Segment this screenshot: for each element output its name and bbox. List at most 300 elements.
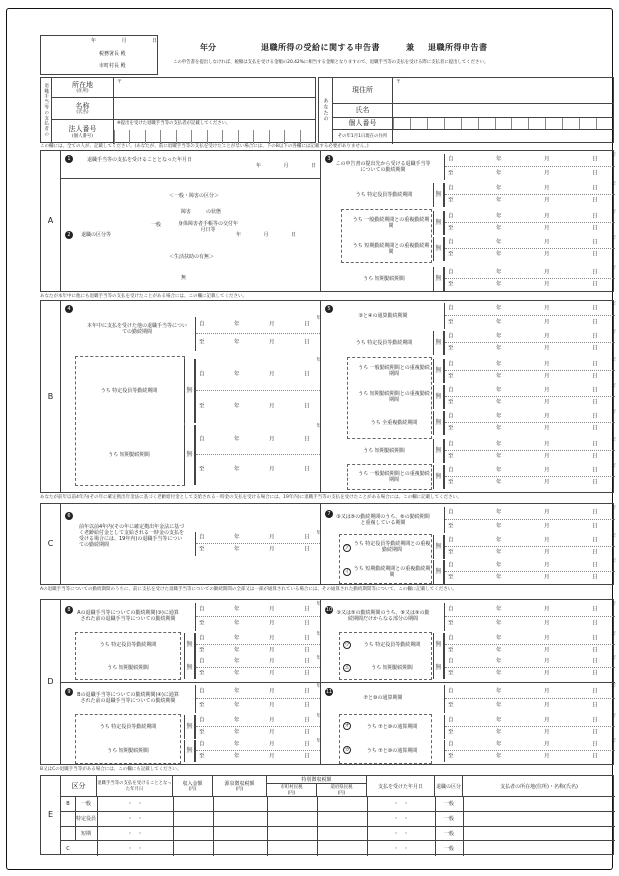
period-years-label: 年: [611, 559, 616, 564]
period-from-label: 自: [199, 321, 205, 328]
q5-dup1-nasi[interactable]: 無: [433, 359, 444, 383]
form-page: [6, 8, 616, 870]
q2-shogai[interactable]: 障害: [181, 209, 192, 215]
q3-short-period[interactable]: [444, 267, 615, 291]
payer-name-label: 名称: [75, 101, 90, 110]
header-notice: この申告書を提出しなければ、税額は支払を受ける金額の20.42%に相当する金額となりますので、退職手当等の支払を受ける際に支払者に提出してください。: [173, 60, 489, 65]
period-to-label: 至: [448, 549, 454, 556]
period-to-label: 至: [448, 281, 454, 288]
person-name-input[interactable]: [393, 104, 613, 118]
period-unit: 月: [269, 339, 275, 346]
period-from-label: 自: [199, 658, 205, 665]
period-years-label: 年: [611, 330, 616, 335]
period-unit: 日: [592, 670, 598, 677]
q4-tokutei-period[interactable]: [195, 359, 320, 423]
period-unit: 日: [592, 741, 598, 748]
period-from-label: 自: [199, 741, 205, 748]
period-from-label: 自: [448, 688, 454, 695]
period-years-label: 年: [316, 714, 321, 719]
q7a-period[interactable]: [444, 535, 615, 559]
title-sep: 兼: [406, 43, 414, 52]
period-unit: 日: [592, 399, 598, 406]
q7-label: ③又は⑤の勤続期間のうち、⑥の勤続期間と重複している期間: [336, 514, 430, 526]
q5-period[interactable]: [444, 303, 615, 329]
period-unit: 年: [496, 441, 502, 448]
period-years-label: 年: [611, 506, 616, 511]
q5-short-nasi[interactable]: 無: [433, 439, 444, 463]
q4-period[interactable]: [195, 317, 320, 351]
period-unit: 月: [544, 333, 550, 340]
q10b-num: エ: [344, 665, 350, 671]
period-to-label: 至: [448, 197, 454, 204]
e-row-paid[interactable]: ・ ・: [393, 801, 409, 808]
period-to-label: 至: [199, 729, 205, 736]
period-unit: 年: [234, 729, 240, 736]
e-row-paid[interactable]: ・ ・: [393, 830, 409, 837]
period-unit: 月: [544, 658, 550, 665]
period-unit: 日: [304, 729, 310, 736]
q10a-period[interactable]: [444, 633, 615, 657]
period-unit: 年: [496, 213, 502, 220]
period-from-label: 自: [448, 305, 454, 312]
q5-dup1: うち 一般勤続期間との重複勤続期間: [358, 365, 430, 377]
q9-short-nasi[interactable]: 無: [184, 740, 195, 762]
period-from-label: 自: [448, 413, 454, 420]
period-unit: 年: [234, 466, 240, 473]
period-unit: 月: [544, 523, 550, 530]
payer-corpno-cells[interactable]: [114, 130, 315, 144]
period-unit: 日: [592, 197, 598, 204]
period-unit: 年: [496, 467, 502, 474]
period-unit: 日: [304, 546, 310, 553]
city-office: 市町村長 殿: [99, 63, 126, 69]
person-myno-cells[interactable]: [393, 118, 613, 130]
period-years-label: 年: [611, 302, 616, 307]
period-from-label: 自: [448, 537, 454, 544]
q3-tokutei-period[interactable]: [444, 183, 615, 207]
period-from-label: 自: [448, 185, 454, 192]
payer-side-label: 退職手当等の支払者の: [41, 78, 52, 142]
e-row-date[interactable]: ・ ・: [127, 801, 143, 808]
period-years-label: 年: [611, 266, 616, 271]
period-unit: 日: [592, 549, 598, 556]
q3-short-nasi[interactable]: 無: [433, 267, 444, 291]
payer-address-input[interactable]: [114, 78, 315, 98]
q10a-nasi[interactable]: 無: [433, 633, 444, 657]
period-unit: 月: [544, 213, 550, 220]
e-row-group: B: [66, 801, 70, 808]
q11a-label: うち ⑦と⑩の通算期間: [366, 724, 418, 730]
period-years-label: 年: [611, 534, 616, 539]
q1-label: 退職手当等の支払を受けることとなった年月日: [87, 157, 193, 163]
q5-num: 5: [325, 305, 333, 313]
period-unit: 月: [269, 546, 275, 553]
period-unit: 月: [544, 741, 550, 748]
period-unit: 日: [592, 523, 598, 530]
q10a-label: うち 特定役員等勤続期間: [363, 642, 421, 648]
secC-label: C: [41, 504, 61, 584]
q9-period[interactable]: [195, 685, 320, 713]
period-unit: 日: [592, 387, 598, 394]
q2-seikatsu: ＜生活扶助の有無＞: [169, 254, 215, 260]
period-unit: 年: [234, 436, 240, 443]
period-unit: 年: [234, 546, 240, 553]
person-address-input[interactable]: [393, 78, 613, 104]
period-to-label: 至: [199, 702, 205, 709]
period-from-label: 自: [199, 606, 205, 613]
q2-label: 退職の区分等: [81, 232, 112, 238]
period-unit: 年: [496, 333, 502, 340]
period-unit: 月: [544, 319, 550, 326]
q7b-nasi[interactable]: 無: [433, 560, 444, 584]
period-to-label: 至: [448, 399, 454, 406]
period-unit: 月: [269, 635, 275, 642]
period-unit: 年: [496, 509, 502, 516]
q6-period[interactable]: [195, 532, 320, 556]
period-unit: 年: [496, 670, 502, 677]
period-unit: 日: [592, 333, 598, 340]
period-unit: 年: [496, 185, 502, 192]
period-years-label: 年: [316, 632, 321, 637]
q9-label: Bの退職手当等についての勤続期間(④)に通算された前の退職手当等についての勤続期間: [77, 692, 179, 704]
period-unit: 日: [592, 635, 598, 642]
period-to-label: 至: [448, 225, 454, 232]
period-years-label: 年: [611, 714, 616, 719]
period-from-label: 自: [448, 441, 454, 448]
q4-tokutei-nasi[interactable]: 無: [184, 359, 195, 423]
payer-name-input[interactable]: [114, 98, 315, 120]
q11-period[interactable]: [444, 685, 615, 713]
e-col-line: [463, 797, 464, 812]
secB-note: あなたが本年中に他にも退職手当等の支払を受けたことがある場合には、この欄に記載してください。: [40, 294, 247, 299]
e-row-date[interactable]: ・ ・: [127, 830, 143, 837]
e-h-paid: 支払を受けた年月日: [367, 776, 435, 797]
date-to-box: [40, 35, 158, 75]
period-unit: 月: [544, 185, 550, 192]
q9-tokutei-period[interactable]: [195, 715, 320, 739]
q5-all-nasi[interactable]: 無: [433, 411, 444, 435]
form-title-2: 退職所得申告書: [428, 43, 488, 52]
period-unit: 年: [496, 361, 502, 368]
period-from-label: 自: [448, 213, 454, 220]
period-unit: 日: [592, 479, 598, 486]
period-from-label: 自: [199, 717, 205, 724]
period-unit: 日: [592, 251, 598, 258]
q2-general[interactable]: 一般: [151, 222, 162, 228]
period-unit: 月: [269, 658, 275, 665]
e-col-line: [267, 841, 268, 856]
e-row-paid[interactable]: ・ ・: [393, 816, 409, 823]
period-unit: 日: [592, 688, 598, 695]
period-unit: 年: [234, 371, 240, 378]
e-h-ken: 道府県民税: [330, 785, 353, 791]
e-h-gensen: 源泉徴収税額: [224, 780, 255, 787]
period-years-label: 年: [611, 410, 616, 415]
period-years-label: 年: [316, 424, 321, 429]
period-from-label: 自: [199, 371, 205, 378]
period-to-label: 至: [448, 702, 454, 709]
period-to-label: 至: [199, 753, 205, 760]
q8-short-period[interactable]: [195, 657, 320, 679]
q2-date[interactable]: 年 月 日: [236, 232, 296, 238]
period-unit: 年: [496, 479, 502, 486]
q1-date[interactable]: 年 月 日: [256, 163, 316, 169]
period-unit: 月: [544, 717, 550, 724]
section-b: [40, 300, 614, 493]
q7b-period[interactable]: [444, 560, 615, 584]
period-unit: 月: [269, 321, 275, 328]
period-unit: 年: [496, 647, 502, 654]
period-unit: 年: [496, 606, 502, 613]
e-col-line: [213, 827, 214, 842]
period-years-label: 年: [611, 656, 616, 661]
period-years-label: 年: [611, 684, 616, 689]
q5-dup2: うち 短期勤続期間との重複勤続期間: [358, 391, 430, 403]
period-unit: 月: [544, 537, 550, 544]
period-unit: 日: [592, 305, 598, 312]
period-unit: 日: [304, 670, 310, 677]
q11-num: 11: [325, 689, 333, 695]
e-col-line: [173, 812, 174, 827]
q11-label: ⑦と⑩の通算期間: [363, 695, 403, 701]
period-unit: 日: [304, 436, 310, 443]
e-row-kubun: 短期: [80, 830, 91, 837]
q1-row: [61, 151, 320, 179]
period-years-label: 年: [611, 384, 616, 389]
period-from-label: 自: [199, 635, 205, 642]
q8-period[interactable]: [195, 603, 320, 631]
q11a-num: オ: [344, 723, 350, 729]
q5-tokutei-nasi[interactable]: 無: [433, 331, 444, 355]
period-unit: 日: [592, 239, 598, 246]
period-unit: 日: [304, 339, 310, 346]
q4-short-nasi[interactable]: 無: [184, 425, 195, 485]
e-group-line: [75, 797, 76, 841]
period-unit: 日: [304, 702, 310, 709]
period-to-label: 至: [199, 670, 205, 677]
e-col-line: [213, 841, 214, 856]
e-row-retire[interactable]: 一般: [443, 845, 454, 852]
period-years-label: 年: [611, 182, 616, 187]
period-unit: 日: [592, 753, 598, 760]
section-d: [40, 599, 614, 765]
q9-tokutei: うち 特定役員等勤続期間: [99, 724, 157, 730]
period-unit: 月: [544, 729, 550, 736]
e-row-group: [61, 827, 75, 842]
q9-short-period[interactable]: [195, 740, 320, 762]
q7-period[interactable]: [444, 507, 615, 533]
period-unit: 月: [544, 269, 550, 276]
period-unit: 日: [592, 441, 598, 448]
period-to-label: 至: [448, 373, 454, 380]
period-to-label: 至: [199, 403, 205, 410]
q11b-period[interactable]: [444, 740, 615, 762]
q3-dup1-period[interactable]: [444, 211, 615, 235]
q5-dup2-period[interactable]: [444, 385, 615, 409]
period-unit: 日: [304, 688, 310, 695]
period-unit: 年: [496, 319, 502, 326]
secD-label: D: [41, 600, 61, 764]
period-unit: 月: [269, 647, 275, 654]
secA-note: この欄には、全ての人が、記載してください。(あなたが、前に退職手当等の支払を受けたことがない場合には、下のB以下の各欄には記載する必要がありません。): [40, 144, 369, 149]
period-to-label: 至: [448, 319, 454, 326]
period-unit: 年: [234, 741, 240, 748]
period-unit: 月: [544, 562, 550, 569]
q9-num: 9: [65, 688, 73, 696]
q6-label: 前年以前4年内(その年に確定拠出年金法に基づく老齢給付金として支給される一時金の支払を受ける場合には、19年内)の退職手当等についての勤続期間: [79, 524, 185, 548]
period-to-label: 至: [448, 345, 454, 352]
period-unit: 月: [269, 606, 275, 613]
e-h-shi-unit: (円): [287, 790, 296, 796]
period-unit: 日: [592, 453, 598, 460]
period-unit: 年: [496, 717, 502, 724]
period-unit: 日: [592, 509, 598, 516]
q5-short-period[interactable]: [444, 439, 615, 463]
q5-tokutei-period[interactable]: [444, 331, 615, 355]
period-unit: 年: [496, 387, 502, 394]
period-unit: 日: [304, 753, 310, 760]
q3-dup2: うち 短期勤続期間との重複勤続期間: [352, 243, 430, 255]
period-from-label: 自: [448, 467, 454, 474]
e-col-line: [173, 827, 174, 842]
e-row-retire[interactable]: 一般: [443, 816, 454, 823]
period-unit: 年: [496, 413, 502, 420]
period-unit: 月: [544, 635, 550, 642]
period-from-label: 自: [448, 635, 454, 642]
period-unit: 月: [544, 647, 550, 654]
period-unit: 年: [496, 225, 502, 232]
period-unit: 月: [269, 729, 275, 736]
e-row-kubun: 一般: [80, 801, 91, 808]
e-row-date[interactable]: ・ ・: [127, 816, 143, 823]
payer-name-sub: (氏名): [76, 110, 89, 116]
q5-dup3-nasi[interactable]: 無: [433, 465, 444, 489]
q3-dup2-period[interactable]: [444, 237, 615, 261]
period-unit: 年: [496, 345, 502, 352]
period-to-label: 至: [448, 670, 454, 677]
q3-dup2-nasi[interactable]: 無: [433, 237, 444, 261]
period-unit: 年: [234, 339, 240, 346]
e-row-retire[interactable]: 一般: [443, 801, 454, 808]
period-from-label: 自: [448, 269, 454, 276]
q2-none[interactable]: 無: [181, 275, 187, 281]
period-unit: 月: [544, 753, 550, 760]
payer-address-label: 所在地: [72, 80, 93, 89]
period-unit: 年: [496, 635, 502, 642]
q9-tokutei-nasi[interactable]: 無: [184, 715, 195, 739]
tax-office: 税務署長 殿: [99, 51, 126, 57]
period-unit: 月: [544, 373, 550, 380]
q8-label: Aの退職手当等についての勤続期間(③)に通算された前の退職手当等についての勤続期間: [77, 610, 179, 622]
q5-dup1-period[interactable]: [444, 359, 615, 383]
q10b-period[interactable]: [444, 657, 615, 679]
e-row-kubun: [75, 841, 97, 856]
q3-dup1-nasi[interactable]: 無: [433, 211, 444, 235]
e-row-paid[interactable]: ・ ・: [393, 845, 409, 852]
period-years-label: 年: [316, 739, 321, 744]
period-from-label: 自: [199, 436, 205, 443]
period-unit: 年: [496, 305, 502, 312]
e-row-date[interactable]: ・ ・: [127, 845, 143, 852]
q5-dup2-nasi[interactable]: 無: [433, 385, 444, 409]
q8-tokutei-nasi[interactable]: 無: [184, 633, 195, 657]
q3-period[interactable]: [444, 154, 615, 180]
period-to-label: 至: [448, 425, 454, 432]
period-unit: 月: [544, 387, 550, 394]
period-unit: 月: [544, 251, 550, 258]
period-unit: 月: [544, 305, 550, 312]
period-unit: 日: [304, 647, 310, 654]
period-unit: 月: [269, 670, 275, 677]
period-unit: 月: [544, 702, 550, 709]
secE-label: E: [41, 776, 61, 854]
period-unit: 日: [592, 345, 598, 352]
q8-short-nasi[interactable]: 無: [184, 657, 195, 679]
period-unit: 日: [592, 225, 598, 232]
period-unit: 日: [592, 361, 598, 368]
q8-tokutei-period[interactable]: [195, 633, 320, 657]
period-unit: 日: [592, 606, 598, 613]
q2-techo: 身体障害者手帳等の交付年月日等: [177, 221, 238, 233]
q5-dup3-period[interactable]: [444, 465, 615, 489]
secA-label: A: [41, 151, 61, 291]
person-name-label: 氏名: [333, 104, 393, 118]
e-col-line: [317, 841, 318, 856]
period-unit: 年: [496, 688, 502, 695]
period-unit: 日: [592, 213, 598, 220]
period-unit: 日: [592, 658, 598, 665]
period-unit: 年: [496, 281, 502, 288]
q5-label: ③と④の通算勤続期間: [358, 313, 408, 319]
period-unit: 日: [592, 574, 598, 581]
period-unit: 年: [496, 197, 502, 204]
period-to-label: 至: [448, 620, 454, 627]
period-unit: 月: [544, 239, 550, 246]
e-row-retire[interactable]: 一般: [443, 830, 454, 837]
e-h-date: 退職手当等の支払を受けることとなった年月日: [97, 776, 173, 797]
q7a-nasi[interactable]: 無: [433, 535, 444, 559]
q10b-nasi[interactable]: 無: [433, 657, 444, 679]
q7-num: 7: [325, 510, 333, 518]
secD-note: Aの退職手当等についての勤続期間のうちに、前に支払を受けた退職手当等についての勤続期間の全部又は一部が通算されている場合には、その通算された勤続期間等について、この欄に記載してください。: [40, 587, 457, 592]
period-unit: 月: [269, 717, 275, 724]
person-jan1-input[interactable]: [393, 130, 613, 144]
q3-tokutei-nasi[interactable]: 無: [433, 183, 444, 207]
period-unit: 月: [544, 441, 550, 448]
period-from-label: 自: [199, 534, 205, 541]
period-to-label: 至: [199, 546, 205, 553]
q11a-period[interactable]: [444, 715, 615, 739]
q10-period[interactable]: [444, 603, 615, 631]
period-years-label: 年: [611, 210, 616, 215]
q3-tokutei: うち 特定役員等勤続期間: [355, 192, 413, 198]
person-postal: 〒: [396, 79, 402, 85]
period-from-label: 自: [448, 509, 454, 516]
period-years-label: 年: [611, 153, 616, 158]
q5-all-period[interactable]: [444, 411, 615, 435]
period-unit: 日: [592, 537, 598, 544]
period-unit: 月: [544, 574, 550, 581]
period-unit: 月: [544, 225, 550, 232]
period-years-label: 年: [611, 438, 616, 443]
period-unit: 月: [269, 753, 275, 760]
period-to-label: 至: [199, 339, 205, 346]
q4-short: うち 短期勤続期間: [108, 452, 150, 458]
period-unit: 日: [592, 620, 598, 627]
q4-short-period[interactable]: [195, 425, 320, 485]
section-a: [40, 150, 614, 292]
period-unit: 年: [234, 647, 240, 654]
